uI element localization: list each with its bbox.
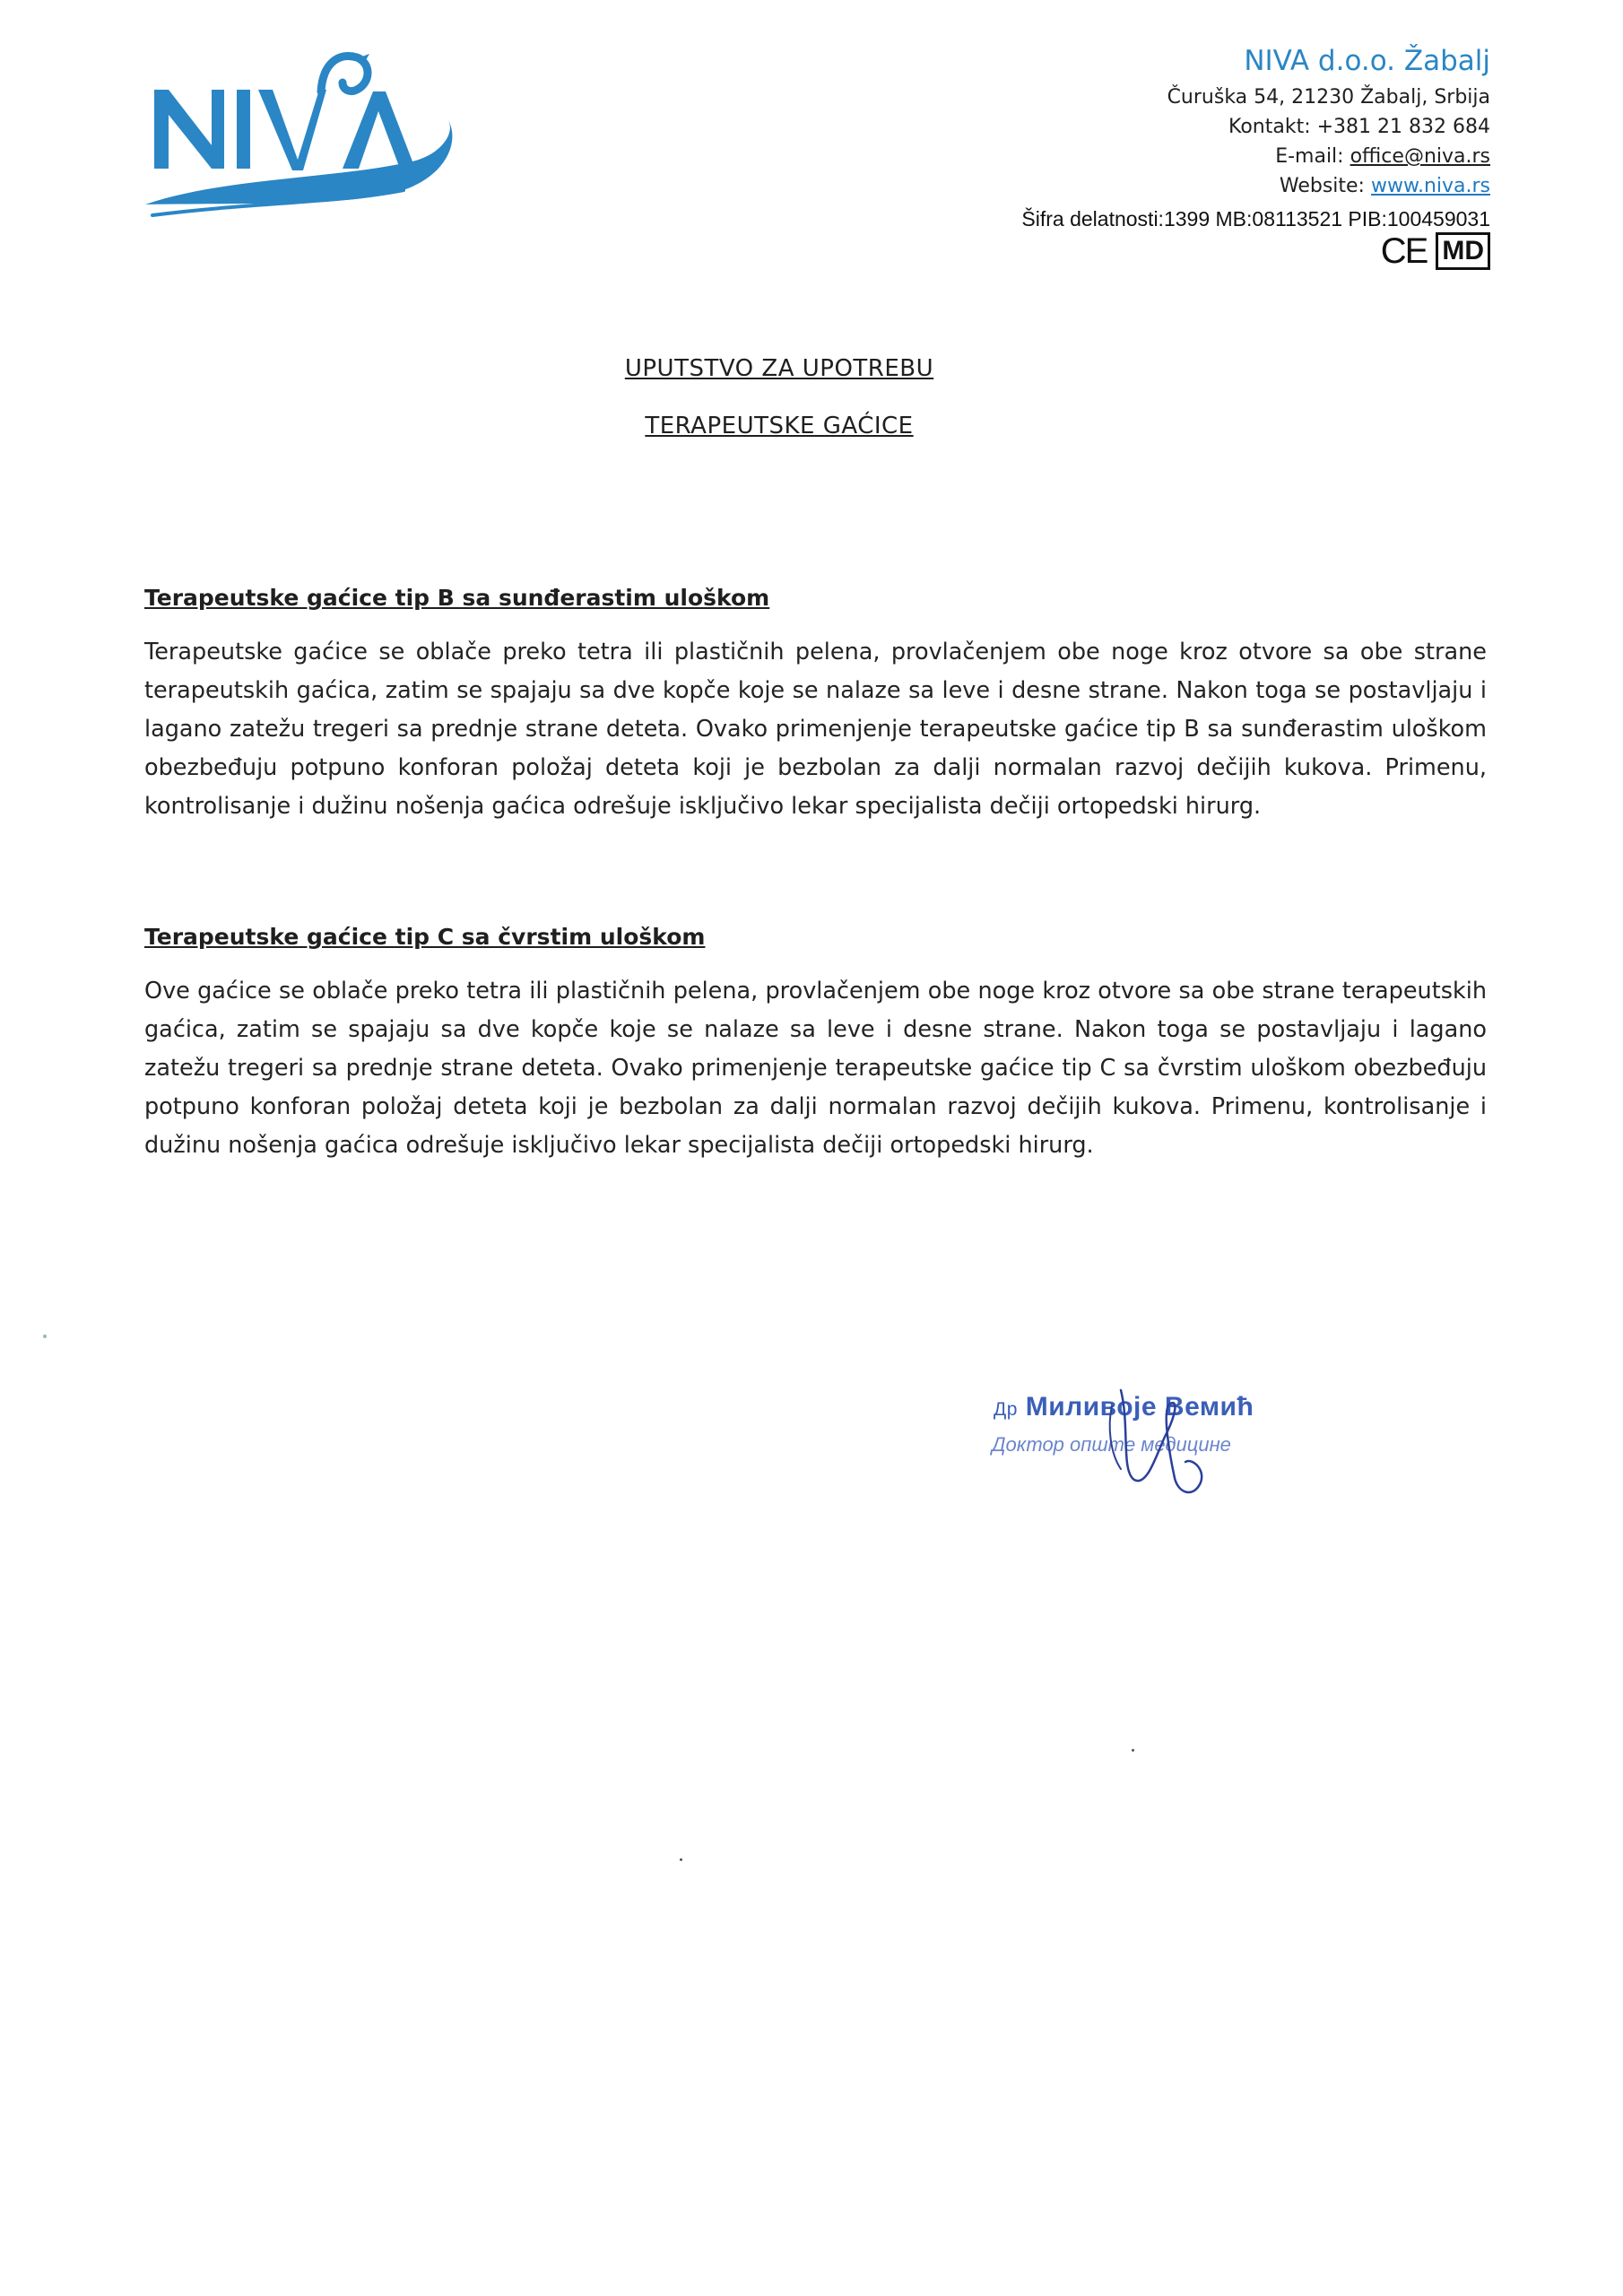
company-header (845, 41, 1490, 235)
section-heading: Terapeutske gaćice tip B sa sunđerastim uloškom (144, 585, 770, 611)
section-heading: Terapeutske gaćice tip C sa čvrstim uloškom (144, 924, 706, 950)
contact-label: Kontakt: (1228, 116, 1311, 138)
company-website (845, 171, 1490, 201)
company-address: Čuruška 54, 21230 Žabalj, Srbija (1167, 86, 1490, 109)
website-label: Website: (1279, 175, 1365, 197)
doctor-stamp (986, 1372, 1291, 1498)
stamp-name: Миливоје Вемић (1025, 1392, 1254, 1422)
niva-logo-graphic (143, 27, 466, 233)
email-label: E-mail: (1275, 145, 1344, 168)
niva-logo (143, 27, 466, 233)
md-mark-icon: MD (1436, 232, 1490, 270)
document-title-line1: UPUTSTVO ZA UPOTREBU (624, 355, 934, 382)
document-title-line2: TERAPEUTSKE GAĆICE (645, 413, 914, 439)
stamp-prefix: Др (994, 1399, 1018, 1420)
company-name: NIVA d.o.o. Žabalj (1244, 45, 1490, 77)
company-email (845, 142, 1490, 171)
section-body: Terapeutske gaćice se oblače preko tetra ili plastičnih pelena, provlačenjem obe noge kroz otvore sa obe strane terapeutskih gaćica, zatim se spajaju sa dve kopče koje se nalaze sa leve i desne strane. Nakon toga se postavljaju i lagano zatežu tregeri sa prednje strane deteta. Ovako primenjenje terapeutske gaćice tip B sa sunđerastim uloškom obezbeđuju potpuno konforan položaj deteta koji je bezbolan za dalji normalan razvoj dečijih kukova. Primenu, kontrolisanje i dužinu nošenja gaćica odrešuje isključivo lekar specijalista dečiji ortopedski hirurg. (144, 639, 1487, 820)
section-body: Ove gaćice se oblače preko tetra ili plastičnih pelena, provlačenjem obe noge kroz otvore sa obe strane terapeutskih gaćica, zatim se spajaju sa dve kopče koje se nalaze sa leve i desne strane. Nakon toga se postavljaju i lagano zatežu tregeri sa prednje strane deteta. Ovako primenjenje terapeutske gaćice tip C sa čvrstim uloškom obezbeđuju potpuno konforan položaj deteta koji je bezbolan za dalji normalan razvoj dečijih kukova. Primenu, kontrolisanje i dužinu nošenja gaćica odrešuje isključivo lekar specijalista dečiji ortopedski hirurg. (144, 978, 1487, 1159)
company-contact (845, 112, 1490, 142)
scan-speck (1132, 1749, 1134, 1752)
contact-value: +381 21 832 684 (1316, 116, 1490, 138)
website-link[interactable]: www.niva.rs (1370, 175, 1490, 197)
signature-icon (986, 1372, 1291, 1498)
certification-marks (1381, 231, 1490, 271)
ce-mark-icon: CE (1380, 231, 1428, 271)
email-link[interactable]: office@niva.rs (1350, 145, 1490, 168)
section-type-b (144, 583, 1487, 826)
section-type-c (144, 922, 1487, 1165)
scan-speck (43, 1335, 47, 1338)
company-registration-codes: Šifra delatnosti:1399 MB:08113521 PIB:100459031 (1021, 207, 1490, 230)
scan-speck (680, 1858, 682, 1861)
stamp-subtitle: Доктор опште медицине (992, 1433, 1231, 1456)
